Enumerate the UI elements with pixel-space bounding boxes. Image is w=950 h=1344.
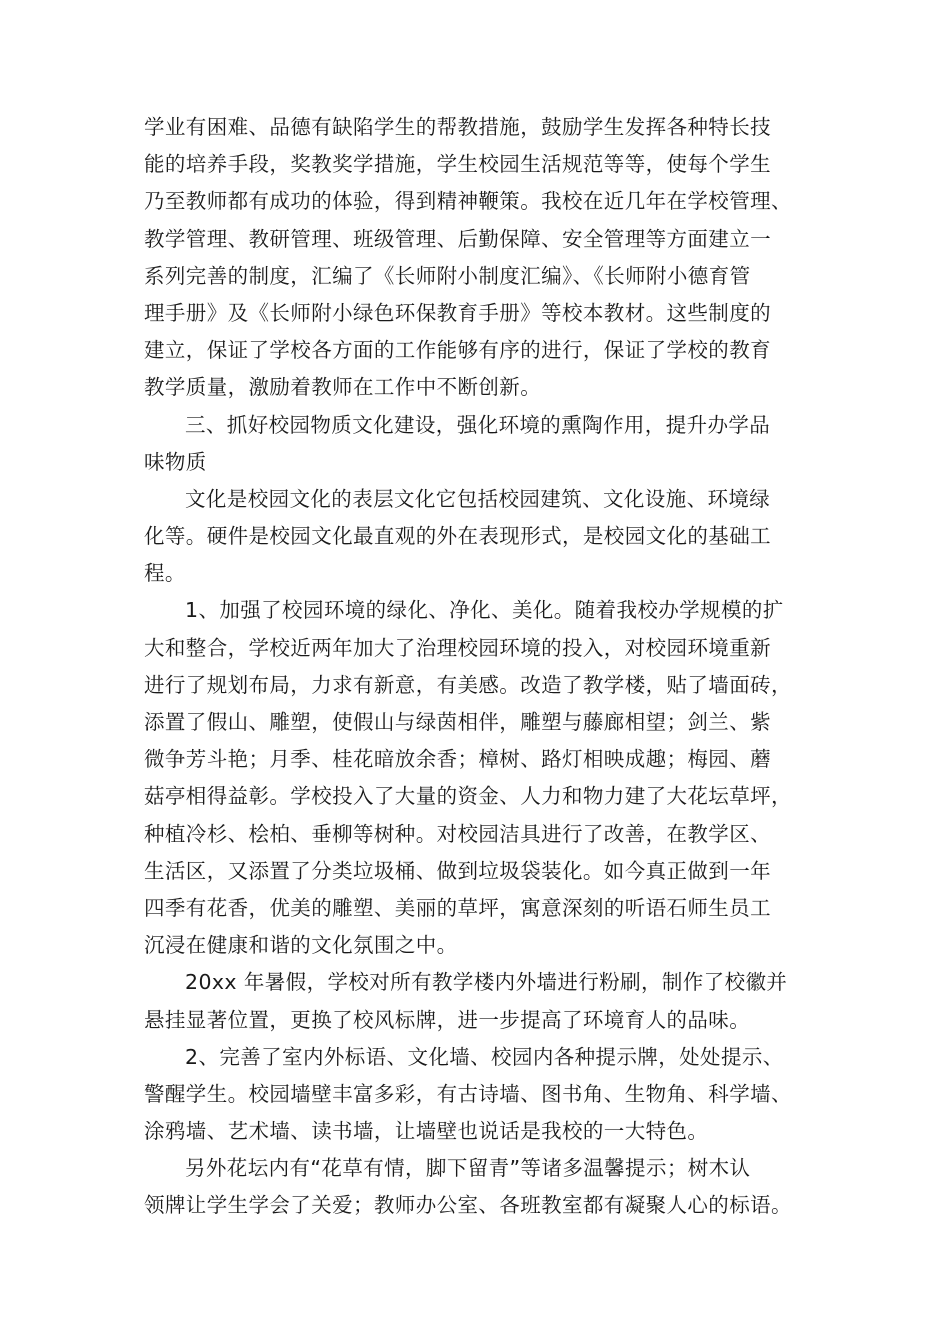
text-line: 化等。硬件是校园文化最直观的外在表现形式，是校园文化的基础工 bbox=[144, 524, 771, 549]
text-line: 20xx 年暑假，学校对所有教学楼内外墙进行粉刷，制作了校徽并 bbox=[185, 970, 788, 995]
document-body bbox=[144, 109, 824, 1225]
text-line: 文化是校园文化的表层文化它包括校园建筑、文化设施、环境绿 bbox=[185, 486, 771, 511]
text-line: 教学质量，激励着教师在工作中不断创新。 bbox=[144, 375, 542, 400]
text-line: 建立，保证了学校各方面的工作能够有序的进行，保证了学校的教育 bbox=[144, 338, 771, 363]
text-line: 生活区，又添置了分类垃圾桶、做到垃圾袋装化。如今真正做到一年 bbox=[144, 858, 771, 883]
text-line: 涂鸦墙、艺术墙、读书墙，让墙壁也说话是我校的一大特色。 bbox=[144, 1119, 709, 1144]
text-line: 警醒学生。校园墙壁丰富多彩，有古诗墙、图书角、生物角、科学墙、 bbox=[144, 1081, 792, 1106]
section-heading-line: 味物质 bbox=[144, 449, 207, 474]
text-line: 教学管理、教研管理、班级管理、后勤保障、安全管理等方面建立一 bbox=[144, 226, 771, 251]
text-line: 乃至教师都有成功的体验，得到精神鞭策。我校在近几年在学校管理、 bbox=[144, 189, 792, 214]
text-line: 2、完善了室内外标语、文化墙、校园内各种提示牌，处处提示、 bbox=[185, 1044, 784, 1069]
text-line: 程。 bbox=[144, 561, 186, 586]
text-line: 添置了假山、雕塑，使假山与绿茵相伴，雕塑与藤廊相望；剑兰、紫 bbox=[144, 710, 771, 734]
text-line: 能的培养手段，奖教奖学措施，学生校园生活规范等等，使每个学生 bbox=[144, 152, 771, 177]
text-line: 系列完善的制度，汇编了《长师附小制度汇编》、《长师附小德育管 bbox=[144, 263, 751, 288]
text-line: 1、加强了校园环境的绿化、净化、美化。随着我校办学规模的扩 bbox=[185, 598, 784, 623]
text-line: 微争芳斗艳；月季、桂花暗放余香；樟树、路灯相映成趣；梅园、蘑 bbox=[144, 747, 771, 772]
text-line: 领牌让学生学会了关爱；教师办公室、各班教室都有凝聚人心的标语。 bbox=[144, 1193, 792, 1218]
text-line: 另外花坛内有“花草有情，脚下留青”等诸多温馨提示；树木认 bbox=[185, 1156, 751, 1181]
text-line: 种植冷杉、桧柏、垂柳等树种。对校园洁具进行了改善，在教学区、 bbox=[144, 821, 771, 846]
text-line: 大和整合，学校近两年加大了治理校园环境的投入，对校园环境重新 bbox=[144, 635, 771, 660]
section-heading-line: 三、抓好校园物质文化建设，强化环境的熏陶作用，提升办学品 bbox=[185, 412, 771, 437]
text-line: 沉浸在健康和谐的文化氛围之中。 bbox=[144, 933, 458, 958]
text-line: 悬挂显著位置，更换了校风标牌，进一步提高了环境育人的品味。 bbox=[144, 1007, 751, 1032]
text-line: 四季有花香，优美的雕塑、美丽的草坪，寓意深刻的听语石师生员工 bbox=[144, 895, 771, 920]
text-line: 进行了规划布局，力求有新意，有美感。改造了教学楼，贴了墙面砖， bbox=[144, 672, 792, 697]
text-line: 菇亭相得益彰。学校投入了大量的资金、人力和物力建了大花坛草坪， bbox=[144, 784, 792, 809]
text-line: 学业有困难、品德有缺陷学生的帮教措施，鼓励学生发挥各种特长技 bbox=[144, 115, 771, 139]
text-line: 理手册》及《长师附小绿色环保教育手册》等校本教材。这些制度的 bbox=[144, 300, 771, 325]
